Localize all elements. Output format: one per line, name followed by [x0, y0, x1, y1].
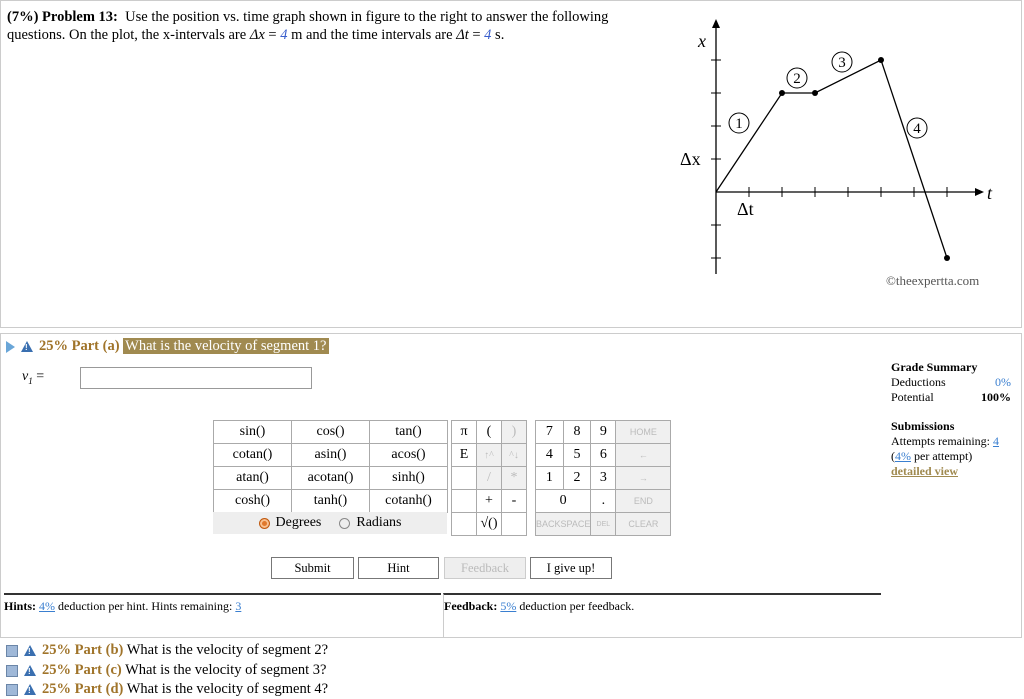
clear-key[interactable]: CLEAR	[616, 513, 671, 536]
degrees-radio[interactable]	[259, 518, 270, 529]
blank-key-2	[452, 490, 477, 513]
plus-key[interactable]: +	[477, 490, 502, 513]
digit-2-key[interactable]: 2	[563, 467, 591, 490]
backspace-key[interactable]: BACKSPACE	[536, 513, 591, 536]
hints-bar	[4, 593, 441, 637]
submit-button[interactable]: Submit	[271, 557, 354, 579]
part-d-row[interactable]	[6, 681, 328, 698]
digit-4-key[interactable]: 4	[536, 444, 564, 467]
digit-6-key[interactable]: 6	[591, 444, 616, 467]
problem-percent: (7%)	[7, 9, 39, 25]
blank-key-4	[502, 513, 527, 536]
give-up-button[interactable]: I give up!	[530, 557, 612, 579]
cosh-key[interactable]: cosh()	[214, 490, 292, 513]
open-paren-key[interactable]: (	[477, 421, 502, 444]
digit-8-key[interactable]: 8	[563, 421, 591, 444]
copyright-credit: ©theexpertta.com	[886, 273, 980, 288]
potential-label: Potential	[891, 390, 934, 404]
collapsed-box-icon	[6, 645, 18, 657]
angle-mode-row	[213, 512, 447, 534]
radians-radio[interactable]	[339, 518, 350, 529]
position-time-graph	[661, 19, 1001, 279]
warning-icon	[21, 341, 33, 352]
feedback-button[interactable]: Feedback	[444, 557, 526, 579]
part-d-question: What is the velocity of segment 4?	[126, 681, 329, 697]
decimal-key[interactable]: .	[591, 490, 616, 513]
cos-key[interactable]: cos()	[292, 421, 370, 444]
t-axis-label: t	[987, 183, 993, 203]
sinh-key[interactable]: sinh()	[370, 467, 448, 490]
close-paren-key[interactable]: )	[502, 421, 527, 444]
dx-value: 4	[280, 27, 288, 43]
minus-key[interactable]: -	[502, 490, 527, 513]
per-attempt-pct: 4%	[895, 449, 911, 463]
degrees-label: Degrees	[275, 515, 322, 530]
graph-points	[779, 57, 950, 261]
answer-label	[22, 369, 44, 386]
tan-key[interactable]: tan()	[370, 421, 448, 444]
part-c-row[interactable]	[6, 662, 326, 679]
radians-label: Radians	[356, 515, 402, 530]
dt-value: 4	[484, 27, 492, 43]
part-b-percent: 25% Part (b)	[42, 642, 124, 658]
segment-3-label: 3	[838, 55, 846, 71]
digit-3-key[interactable]: 3	[591, 467, 616, 490]
collapsed-box-icon	[6, 684, 18, 696]
digit-9-key[interactable]: 9	[591, 421, 616, 444]
potential-value: 100%	[981, 390, 1011, 404]
segment-1-label: 1	[735, 116, 743, 132]
hints-remaining: 3	[235, 599, 242, 613]
feedback-text: deduction per feedback.	[519, 599, 635, 613]
sqrt-key[interactable]: √()	[477, 513, 502, 536]
cotanh-key[interactable]: cotanh()	[370, 490, 448, 513]
hints-pct: 4%	[39, 599, 56, 613]
segment-2-label: 2	[793, 71, 801, 87]
deductions-label: Deductions	[891, 375, 946, 389]
part-d-percent: 25% Part (d)	[42, 681, 124, 697]
divide-key[interactable]: /	[477, 467, 502, 490]
feedback-bar	[443, 593, 881, 637]
problem-body: Use the position vs. time graph shown in figure to the right to answer the following questions. On the plot, the x-intervals are	[7, 9, 609, 43]
digit-keypad	[535, 420, 671, 536]
digit-5-key[interactable]: 5	[563, 444, 591, 467]
left-arrow-key[interactable]: ←	[616, 444, 671, 467]
symbol-keypad	[451, 420, 527, 536]
part-a-header	[6, 338, 329, 355]
digit-0-key[interactable]: 0	[536, 490, 591, 513]
feedback-label: Feedback:	[444, 599, 498, 613]
detailed-view-link[interactable]: detailed view	[891, 464, 958, 478]
attempts-label: Attempts remaining:	[891, 434, 990, 448]
attempts-value: 4	[992, 434, 999, 448]
digit-7-key[interactable]: 7	[536, 421, 564, 444]
end-key[interactable]: END	[616, 490, 671, 513]
cotan-key[interactable]: cotan()	[214, 444, 292, 467]
segment-4-label: 4	[913, 121, 921, 137]
sin-key[interactable]: sin()	[214, 421, 292, 444]
problem-label: Problem 13:	[42, 9, 118, 25]
blank-key-1	[452, 467, 477, 490]
answer-input[interactable]	[80, 367, 312, 389]
feedback-pct: 5%	[500, 599, 517, 613]
grade-summary: Grade Summary Deductions 0% Potential 100% Submissions Attempts remaining: 4 (4% per attempt) detailed view	[891, 360, 1011, 478]
e-key[interactable]: E	[452, 444, 477, 467]
part-c-question: What is the velocity of segment 3?	[125, 662, 327, 678]
superscript-key[interactable]: ↑^	[477, 444, 502, 467]
graph-polyline	[716, 60, 947, 258]
pi-key[interactable]: π	[452, 421, 477, 444]
deductions-value: 0%	[995, 375, 1011, 389]
t-axis-arrow	[975, 188, 984, 196]
collapsed-box-icon	[6, 665, 18, 677]
hint-button[interactable]: Hint	[358, 557, 439, 579]
right-arrow-key[interactable]: →	[616, 467, 671, 490]
asin-key[interactable]: asin()	[292, 444, 370, 467]
warning-icon	[24, 645, 36, 656]
answer-sub: 1	[28, 375, 33, 386]
per-attempt-text: per attempt)	[914, 449, 973, 463]
part-b-row[interactable]	[6, 642, 328, 659]
hints-label: Hints:	[4, 599, 37, 613]
y-axis-label: x	[698, 31, 706, 51]
acotan-key[interactable]: acotan()	[292, 467, 370, 490]
tanh-key[interactable]: tanh()	[292, 490, 370, 513]
home-key[interactable]: HOME	[616, 421, 671, 444]
multiply-key[interactable]: *	[502, 467, 527, 490]
expand-triangle-icon[interactable]	[6, 341, 15, 353]
digit-1-key[interactable]: 1	[536, 467, 564, 490]
atan-key[interactable]: atan()	[214, 467, 292, 490]
blank-key-3	[452, 513, 477, 536]
subscript-key[interactable]: ^↓	[502, 444, 527, 467]
warning-icon	[24, 665, 36, 676]
grade-summary-title: Grade Summary	[891, 360, 978, 374]
dt-graph-label: Δt	[737, 199, 754, 219]
unit-s-text: s.	[495, 27, 505, 43]
hints-text: deduction per hint. Hints remaining:	[58, 599, 233, 613]
submissions-title: Submissions	[891, 419, 955, 433]
dx-symbol: Δx	[249, 27, 265, 43]
dx-graph-label: Δx	[680, 149, 701, 169]
x-axis-arrow	[712, 19, 720, 28]
unit-m-text: m and the time intervals are	[291, 27, 453, 43]
problem-panel	[0, 0, 1022, 328]
problem-text: (7%) Problem 13: Use the position vs. time graph shown in figure to the right to answer the following questions. On the plot, the x-intervals are Δx = 4 m and the time intervals are Δt = 4 s.	[7, 9, 609, 43]
dt-symbol: Δt	[456, 27, 469, 43]
function-keypad	[213, 420, 448, 513]
answer-eq: =	[36, 369, 45, 384]
acos-key[interactable]: acos()	[370, 444, 448, 467]
del-key[interactable]: DEL	[591, 513, 616, 536]
part-a-question: What is the velocity of segment 1?	[125, 338, 327, 354]
warning-icon	[24, 684, 36, 695]
part-b-question: What is the velocity of segment 2?	[126, 642, 329, 658]
answer-var: v	[22, 369, 29, 384]
part-c-percent: 25% Part (c)	[42, 662, 122, 678]
part-a-percent: 25% Part (a)	[39, 338, 120, 354]
